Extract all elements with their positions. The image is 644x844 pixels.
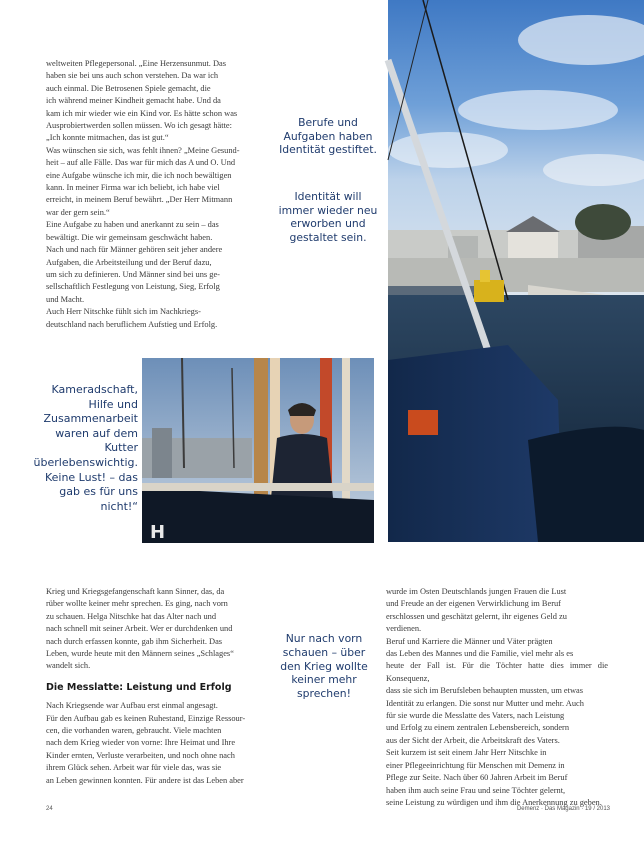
text-line: heit – auf alle Fälle. Das war für mich das A und O. Und: [46, 158, 236, 168]
page-number: 24: [46, 806, 53, 812]
top-left-text-column: [46, 58, 264, 358]
text-line: rüber wollte keiner mehr sprechen. Es ging, nach vorn: [46, 599, 228, 609]
text-line: weltweiten Pflegepersonal. „Eine Herzensunmut. Das: [46, 59, 227, 68]
text-line: Kinder ernten, Verluste verarbeiten, und noch ohne nach: [46, 750, 235, 760]
text-line: auch einmal. Die Betrosenen Spiele gemacht, die: [46, 83, 211, 93]
bottom-left-text-column: [46, 586, 264, 785]
text-line: haben ihm auch seine Frau und seine Töchter gelernt,: [386, 785, 566, 795]
text-line: erreicht, in meinem Beruf bewährt. „Der Herr Mitmann: [46, 195, 233, 205]
pull-quote-kameradschaft: Kameradschaft, Hilfe und Zusammenarbeit waren auf dem Kutter überlebenswichtig. Keine Lust! – das gab es für uns nicht!“: [33, 383, 138, 513]
text-line: „Ich konnte mitmachen, das ist gut.“: [46, 133, 169, 143]
text-line: deutschland nach beruflichem Aufstieg und Erfolg.: [46, 319, 218, 329]
text-line: Eine Aufgabe zu haben und anerkannt zu sein – das: [46, 220, 219, 230]
text-line: sellschaftlich Festlegung von Leistung, Sieg, Erfolg: [46, 282, 220, 292]
harbor-mast-photo: [388, 0, 644, 542]
text-line: wandelt sich.: [46, 661, 91, 671]
text-line: und Freude an der eigenen Verwirklichung im Beruf: [386, 599, 561, 609]
text-line: zu schauen. Helga Nitschke hat das Alter nach und: [46, 611, 217, 621]
text-line: Beruf und Karriere die Männer und Väter prägten: [386, 636, 553, 646]
text-line: ihrem Glück sehen. Arbeit war für viele das, was sie: [46, 763, 222, 773]
man-on-boat-photo: [142, 358, 374, 543]
text-line: nach schnell mit seiner Arbeit. Wer er durchdenken und: [46, 624, 233, 634]
text-line: Nach Kriegsende war Aufbau erst einmal angesagt.: [46, 701, 218, 711]
text-line: und Macht.: [46, 294, 85, 304]
text-line: Für den Aufbau gab es keinen Ruhestand, Einzige Ressour-: [46, 713, 246, 723]
text-line: Was wünschen sie sich, was fehlt ihnen? „Meine Gesund-: [46, 145, 240, 155]
text-line: für sie wurde die Messlatte des Vaters, nach Leistung: [386, 711, 565, 721]
text-line: Seit kurzem ist seit einem Jahr Herr Nitschke in: [386, 748, 547, 758]
text-line: eine Aufgabe wünsche ich mir, die ich noch bewältigen: [46, 170, 232, 180]
pull-quote-identity-2: Identität will immer wieder neu erworben und gestaltet sein.: [278, 190, 378, 244]
text-line: kann. In meiner Firma war ich beliebt, ich habe viel: [46, 183, 220, 193]
text-line: das Leben des Mannes und die Familie, viel mehr als es: [386, 649, 574, 659]
text-line: und Erfolg zu einem zentralen Lebensbereich, sondern: [386, 723, 570, 733]
section-subheading: Die Messlatte: Leistung und Erfolg: [46, 681, 232, 693]
text-line: Ausprobiertwerden sollen müssen. Wo ich gesagt hätte:: [46, 121, 232, 131]
svg-text:H: H: [150, 522, 166, 543]
text-line: war der gern sein.“: [46, 207, 110, 217]
magazine-footer: Demenz · Das Magazin · 19 / 2013: [516, 806, 610, 812]
text-line: Aufgaben, die Arbeitsteilung und der Beruf dazu,: [46, 257, 212, 267]
text-line: bewältigt. Die wir gemeinsam geschwächt haben.: [46, 232, 213, 242]
text-line: kam ich mir wieder wie ein Kind vor. Es hätte schon was: [46, 108, 238, 118]
text-line: wurde im Osten Deutschlands jungen Frauen die Lust: [386, 587, 567, 596]
text-line: aus der Sicht der Arbeit, die Arbeitskraft des Vaters.: [386, 735, 560, 745]
text-line: ich während meiner Kindheit gemacht habe. Und da: [46, 96, 221, 106]
text-line: dass sie sich im Berufsleben behaupten mussten, um etwas: [386, 686, 584, 696]
bottom-right-text-column: [386, 586, 608, 807]
text-line: Pflege zur Seite. Nach über 60 Jahren Arbeit im Beruf: [386, 773, 568, 783]
text-line: einer Pflegeeinrichtung für Menschen mit Demenz in: [386, 760, 565, 770]
text-line: Krieg und Kriegsgefangenschaft kann Sinner, das, da: [46, 587, 225, 596]
text-line: verdienen.: [386, 624, 422, 634]
text-line: haben sie bei uns auch schon verstehen. Da war ich: [46, 71, 219, 81]
text-line: seine Leistung zu würdigen und ihm die Anerkennung zu geben.: [386, 797, 602, 807]
text-line: heute der Fall ist. Für die Töchter hatte dies immer die Konsequenz,: [386, 661, 608, 683]
text-line: Identität zu erlangen. Die sonst nur Mutter und mehr. Auch: [386, 698, 584, 708]
text-line: Leben, wurde heute mit den Männern seines „Schlages“: [46, 649, 234, 659]
text-line: erschlossen und geschätzt gelernt, ihr eigenes Geld zu: [386, 611, 567, 621]
pull-quote-krieg: Nur nach vorn schauen – über den Krieg wollte keiner mehr sprechen!: [280, 632, 368, 701]
text-line: Auch Herr Nitschke fühlt sich im Nachkriegs-: [46, 307, 201, 317]
text-line: nach durch erfassen konnte, gab ihm Sicherheit. Das: [46, 636, 223, 646]
text-line: cen, die vorhanden waren, gebraucht. Viele machten: [46, 726, 222, 736]
text-line: um sich zu definieren. Und Männer sind bei uns ge-: [46, 269, 220, 279]
text-line: nach dem Krieg wieder von vorne: Ihre Heimat und Ihre: [46, 738, 236, 748]
pull-quote-identity-1: Berufe und Aufgaben haben Identität gestiftet.: [279, 116, 377, 156]
text-line: Nach und nach für Männer gehören seit jeher andere: [46, 245, 223, 255]
text-line: an Leben gewinnen konnten. Für andere ist das Leben aber: [46, 775, 244, 785]
